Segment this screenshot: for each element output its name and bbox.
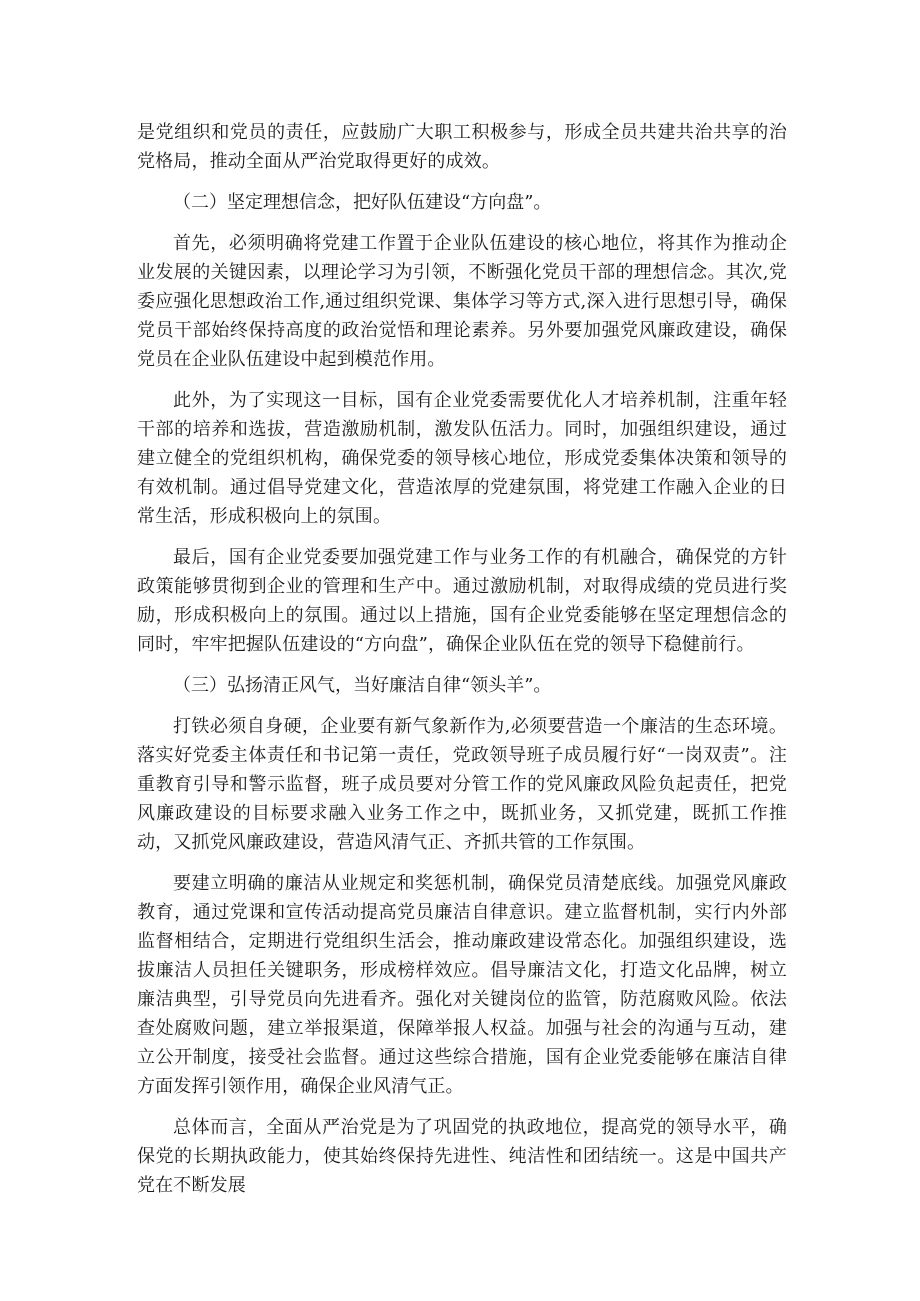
paragraph-integrity-mechanisms: 要建立明确的廉洁从业规定和奖惩机制，确保党员清楚底线。加强党风廉政教育，通过党课和宣传活动提高党员廉洁自律意识。建立监督机制，实行内外部监督相结合，定期进行党组织生活会，推动廉政建设常态化。加强组织建设，选拔廉洁人员担任关键职务，形成榜样效应。倡导廉洁文化，打造文化品牌，树立廉洁典型，引导党员向先进看齐。强化对关键岗位的监管，防范腐败风险。依法查处腐败问题，建立举报渠道，保障举报人权益。加强与社会的沟通与互动，建立公开制度，接受社会监督。通过这些综合措施，国有企业党委能够在廉洁自律方面发挥引领作用，确保企业风清气正。 [137, 873, 787, 1097]
paragraph-ideals-first: 首先，必须明确将党建工作置于企业队伍建设的核心地位，将其作为推动企业发展的关键因素，以理论学习为引领，不断强化党员干部的理想信念。其次,党委应强化思想政治工作,通过组织党课、集体学习等方式,深入进行思想引导，确保党员干部始终保持高度的政治觉悟和理论素养。另外要加强党风廉政建设，确保党员在企业队伍建设中起到模范作用。 [137, 233, 787, 370]
section-heading-2: （二）坚定理想信念，把好队伍建设“方向盘”。 [173, 192, 552, 213]
paragraph-integrity-environment: 打铁必须自身硬，企业要有新气象新作为,必须要营造一个廉洁的生态环境。落实好党委主体责任和书记第一责任，党政领导班子成员履行好“一岗双责”。注重教育引导和警示监督，班子成员要对分管工作的党风廉政风险负起责任，把党风廉政建设的目标要求融入业务工作之中，既抓业务，又抓党建，既抓工作推动，又抓党风廉政建设，营造风清气正、齐抓共管的工作氛围。 [137, 716, 787, 853]
section-heading-3: （三）弘扬清正风气，当好廉洁自律“领头羊”。 [173, 675, 552, 696]
paragraph-ideals-finally: 最后，国有企业党委要加强党建工作与业务工作的有机融合，确保党的方针政策能够贯彻到企业的管理和生产中。通过激励机制，对取得成绩的党员进行奖励，形成积极向上的氛围。通过以上措施，国有企业党委能够在坚定理想信念的同时，牢牢把握队伍建设的“方向盘”，确保企业队伍在党的领导下稳健前行。 [137, 547, 787, 655]
paragraph-intro-continued: 是党组织和党员的责任，应鼓励广大职工积极参与，形成全员共建共治共享的治党格局，推动全面从严治党取得更好的成效。 [137, 122, 787, 172]
paragraph-conclusion: 总体而言，全面从严治党是为了巩固党的执政地位，提高党的领导水平，确保党的长期执政能力，使其始终保持先进性、纯洁性和团结统一。这是中国共产党在不断发展 [137, 1117, 787, 1196]
document-page [137, 118, 787, 1212]
paragraph-ideals-additionally: 此外，为了实现这一目标，国有企业党委需要优化人才培养机制，注重年轻干部的培养和选拔，营造激励机制，激发队伍活力。同时，加强组织建设，通过建立健全的党组织机构，确保党委的领导核心地位，形成党委集体决策和领导的有效机制。通过倡导党建文化，营造浓厚的党建氛围，将党建工作融入企业的日常生活，形成积极向上的氛围。 [137, 390, 787, 527]
